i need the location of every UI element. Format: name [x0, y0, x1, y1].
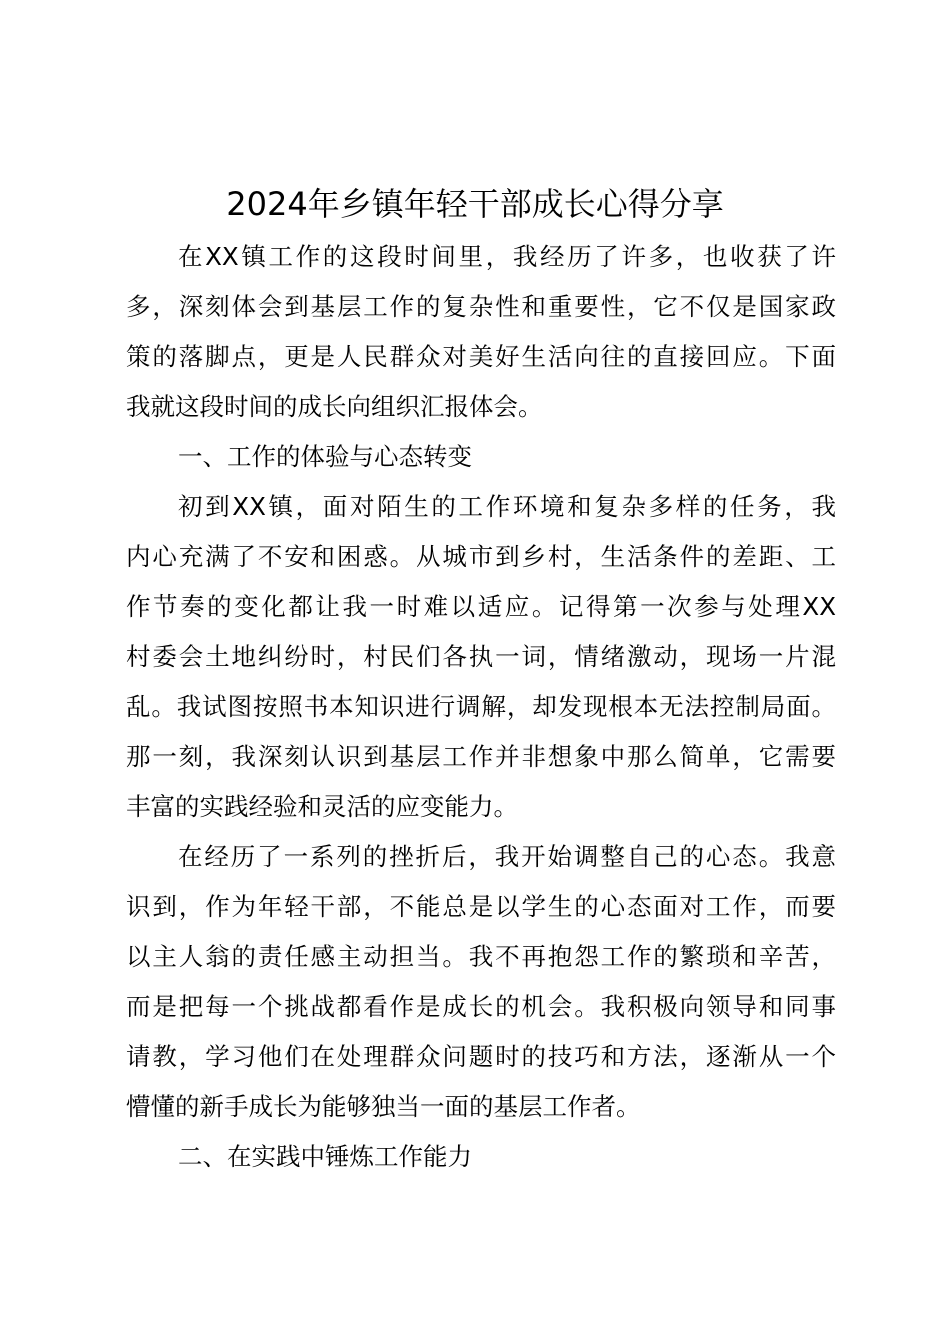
- text-line: 二、在实践中锤炼工作能力: [178, 1142, 472, 1171]
- text-line: 策的落脚点，更是人民群众对美好生活向往的直接回应。下面: [126, 342, 836, 371]
- text-line: 而是把每一个挑战都看作是成长的机会。我积极向领导和同事: [126, 992, 836, 1021]
- text-line: 以主人翁的责任感主动担当。我不再抱怨工作的繁琐和辛苦，: [126, 942, 836, 971]
- document-title: 2024年乡镇年轻干部成长心得分享: [226, 185, 724, 223]
- text-line: 请教，学习他们在处理群众问题时的技巧和方法，逐渐从一个: [126, 1042, 836, 1071]
- text-line: 在XX镇工作的这段时间里，我经历了许多，也收获了许: [178, 242, 836, 271]
- text-line: 我就这段时间的成长向组织汇报体会。: [126, 392, 543, 421]
- text-line: 村委会土地纠纷时，村民们各执一词，情绪激动，现场一片混: [126, 642, 836, 671]
- text-line: 一、工作的体验与心态转变: [178, 442, 472, 471]
- text-line: 那一刻，我深刻认识到基层工作并非想象中那么简单，它需要: [126, 742, 836, 771]
- text-line: 在经历了一系列的挫折后，我开始调整自己的心态。我意: [178, 842, 836, 871]
- text-line: 懵懂的新手成长为能够独当一面的基层工作者。: [126, 1092, 641, 1121]
- text-line: 内心充满了不安和困惑。从城市到乡村，生活条件的差距、工: [126, 542, 836, 571]
- text-line: 多，深刻体会到基层工作的复杂性和重要性，它不仅是国家政: [126, 292, 836, 321]
- document-body: [126, 232, 836, 1182]
- text-line: 识到，作为年轻干部，不能总是以学生的心态面对工作，而要: [126, 892, 836, 921]
- text-line: 作节奏的变化都让我一时难以适应。记得第一次参与处理XX: [126, 592, 836, 621]
- text-line: 乱。我试图按照书本知识进行调解，却发现根本无法控制局面。: [126, 692, 836, 721]
- text-line: 丰富的实践经验和灵活的应变能力。: [126, 792, 518, 821]
- text-line: 初到XX镇，面对陌生的工作环境和复杂多样的任务，我: [178, 492, 836, 521]
